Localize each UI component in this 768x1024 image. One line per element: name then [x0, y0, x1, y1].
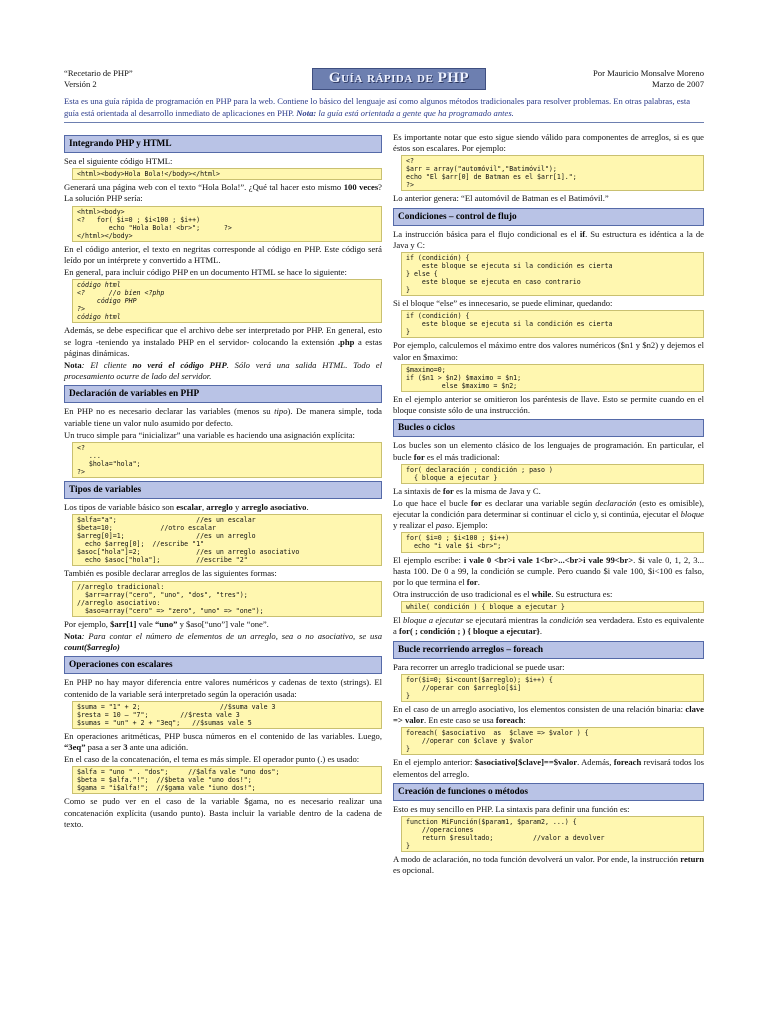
paragraph: Sea el siguiente código HTML:: [64, 156, 173, 167]
paragraph: Lo anterior genera: “El automóvil de Batman es el Batimóvil.”: [393, 193, 609, 204]
paragraph: Es importante notar que esto sigue siendo válido para componentes de arreglos, si es que éstos son escalares. Por ejemplo:: [393, 132, 704, 154]
date: Marzo de 2007: [651, 79, 704, 90]
code-block-foreach: foreach( $asociativo as $clave => $valor ) { //operar con $clave y $valor }: [401, 727, 704, 755]
code-block-html: <html><body>Hola Bola!</body></html>: [72, 168, 382, 180]
paragraph: En el caso de la concatenación, el tema es más simple. El operador punto (.) es usado:: [64, 754, 360, 765]
paragraph: A modo de aclaración, no toda función devolverá un valor. Por ende, la instrucción return es opcional.: [393, 854, 704, 876]
section-heading-foreach: Bucle recorriendo arreglos – foreach: [393, 641, 704, 659]
section-heading-declaracion: Declaración de variables en PHP: [64, 385, 382, 403]
page-header: [64, 68, 704, 90]
section-heading-integrando: Integrando PHP y HTML: [64, 135, 382, 153]
code-block-types: $alfa="a"; //es un escalar $beta=10; //otro escalar $arreg[0]=1; //es un arreglo echo $arreg[0]; //escribe "1" $asoc["hola"]=2; //es un arreglo asociativo echo $asoc["hola"]; //escribe "2": [72, 514, 382, 566]
paragraph: Los tipos de variable básico son escalar, arreglo y arreglo asociativo.: [64, 502, 309, 513]
paragraph: El ejemplo escribe: i vale 0 <br>i vale 1<br>...<br>i vale 99<br>. $i vale 0, 1, 2, 3... hasta 100. De 0 a 99, la condición se cumple. Pero cuando $i vale 100, $i<100 es falso, por lo que termina el for.: [393, 554, 704, 587]
paragraph: Por ejemplo, calculemos el máximo entre dos valores numéricos ($n1 y $n2) y dejemos el valor en $maximo:: [393, 340, 704, 362]
code-block-php-loop: <html><body> <? for( $i=0 ; $i<100 ; $i++) echo "Hola Bola! <br>"; ?> </html></body>: [72, 206, 382, 242]
code-block-batman: <? $arr = array("automóvil","Batimóvil"); echo "El $arr[0] de Batman es el $arr[1]."; ?>: [401, 155, 704, 191]
paragraph: Los bucles son un elemento clásico de los lenguajes de programación. En particular, el bucle for es el más tradicional:: [393, 440, 704, 462]
left-column: [64, 132, 382, 831]
header-left: [64, 68, 133, 90]
paragraph: Como se pudo ver en el caso de la variable $gama, no es necesario realizar una concatenación explícita (usando punto). Basta incluir la variable dentro de la cadena de texto.: [64, 796, 382, 829]
paragraph: En el código anterior, el texto en negritas corresponde al código en PHP. Este código será leído por un intérprete y convertido a HTML.: [64, 243, 382, 265]
paragraph: En general, para incluir código PHP en un documento HTML se hace lo siguiente:: [64, 267, 347, 278]
paragraph: Nota: Para contar el número de elementos de un arreglo, sea o no asociativo, se usa count($arreglo): [64, 630, 382, 653]
paragraph: También es posible declarar arreglos de las siguientes formas:: [64, 568, 277, 579]
code-block-for-example: for( $i=0 ; $i<100 ; $i++) echo "i vale $i <br>";: [401, 532, 704, 552]
section-heading-bucles: Bucles o ciclos: [393, 419, 704, 437]
paragraph: En el caso de un arreglo asociativo, los elementos consisten de una relación binaria: clave => valor. En este caso se usa foreach:: [393, 703, 704, 726]
paragraph: En PHP no es necesario declarar las variables (menos su tipo). De manera simple, toda variable tiene un valor nulo asumido por defecto.: [64, 406, 382, 428]
code-block-while: while( condición ) { bloque a ejecutar }: [401, 601, 704, 613]
paragraph: En operaciones aritméticas, PHP busca números en el contenido de las variables. Luego, “3eq” pasa a ser 3 ante una adición.: [64, 730, 382, 752]
paragraph: En PHP no hay mayor diferencia entre valores numéricos y cadenas de texto (strings). El contenido de la variable será interpretado según la operación usada:: [64, 677, 382, 699]
author: Por Mauricio Monsalve Moreno: [593, 68, 704, 78]
intro-note-label: Nota:: [296, 107, 317, 118]
section-heading-operaciones: Operaciones con escalares: [64, 656, 382, 674]
recipe-title: “Recetario de PHP”: [64, 68, 133, 78]
intro-text: Esta es una guía rápida de programación en PHP para la web. Contiene lo básico del lenguaje así como algunos métodos tradicionales para resolver problemas. En otras palabras, esta guía está orientada al desarrollo inmediato de aplicaciones en PHP.: [64, 96, 691, 118]
paragraph: La instrucción básica para el flujo condicional es el if. Su estructura es idéntica a la de Java y C:: [393, 228, 704, 250]
section-heading-condiciones: Condiciones – control de flujo: [393, 208, 704, 226]
paragraph: Un truco simple para “inicializar” una variable es haciendo una asignación explícita:: [64, 429, 355, 440]
header-right: [593, 68, 704, 90]
code-block-if-else: if (condición) { este bloque se ejecuta si la condición es cierta } else { este bloque se ejecuta en caso contrario }: [401, 252, 704, 296]
code-block-include: código html <? //o bien <?php código PHP ?> código html: [72, 279, 382, 323]
code-block-for-syntax: for( declaración ; condición ; paso ) { bloque a ejecutar }: [401, 464, 704, 484]
code-block-concat: $alfa = "uno " . "dos"; //$alfa vale "uno dos"; $beta = $alfa."!"; //$beta vale "uno dos!"; $gama = "i$alfa!"; //$gama vale "iuno dos!";: [72, 766, 382, 794]
code-block-arrays: //arreglo tradicional: $arr=array("cero", "uno", "dos", "tres"); //arreglo asociativo: $aso=array("cero" => "zero", "uno" => "one");: [72, 581, 382, 617]
code-block-maximo: $maximo=0; if ($n1 > $n2) $maximo = $n1; else $maximo = $n2;: [401, 364, 704, 392]
intro-note: la guía está orientada a gente que ha programado antes.: [318, 107, 514, 118]
paragraph: Además, se debe especificar que el archivo debe ser interpretado por PHP. En general, esto se logra -teniendo ya instalado PHP en el servidor- colocando la extensión .php a estas páginas dinámicas.: [64, 325, 383, 358]
paragraph: En el ejemplo anterior: $asociativo[$clave]==$valor. Además, foreach revisará todos los elementos del arreglo.: [393, 757, 704, 779]
code-block-if: if (condición) { este bloque se ejecuta si la condición es cierta }: [401, 310, 704, 338]
paragraph: Lo que hace el bucle for es declarar una variable según declaración (esto es omisible), ejecutar la condición para determinar si continuar el ciclo y, si continúa, ejecutar el bloque y realizar el paso. Ejemplo:: [393, 497, 704, 531]
code-block-for-array: for($i=0; $i<count($arreglo); $i++) { //operar con $arreglo[$i] }: [401, 674, 704, 702]
section-heading-tipos: Tipos de variables: [64, 481, 382, 499]
paragraph: Por ejemplo, $arr[1] vale “uno” y $aso[“uno”] vale “one”.: [64, 618, 269, 629]
paragraph: Otra instrucción de uso tradicional es el while. Su estructura es:: [393, 589, 613, 600]
section-heading-funciones: Creación de funciones o métodos: [393, 783, 704, 801]
paragraph: Nota: El cliente no verá el código PHP. Sólo verá una salida HTML. Todo el procesamiento ocurre de lado del servidor.: [64, 359, 383, 382]
paragraph: En el ejemplo anterior se omitieron los paréntesis de llave. Esto se permite cuando en el bloque consiste sólo de una instrucción.: [393, 393, 704, 416]
guide-title: Guía rápida de PHP: [312, 68, 486, 90]
paragraph: Generará una página web con el texto “Hola Bola!”. ¿Qué tal hacer esto mismo 100 veces? La solución PHP sería:: [64, 182, 382, 204]
paragraph: Para recorrer un arreglo tradicional se puede usar:: [393, 661, 565, 672]
paragraph: Esto es muy sencillo en PHP. La sintaxis para definir una función es:: [393, 803, 630, 814]
code-block-function: function MiFunción($param1, $param2, ...) { //operaciones return $resultado; //valor a devolver }: [401, 816, 704, 852]
paragraph: El bloque a ejecutar se ejecutará mientras la condición sea verdadera. Esto es equivalente a for( ; condición ; ) { bloque a ejecutar}.: [393, 615, 705, 637]
intro-paragraph: [64, 96, 704, 123]
paragraph: La sintaxis de for es la misma de Java y C.: [393, 485, 541, 496]
version: Versión 2: [64, 79, 97, 90]
right-column: [393, 132, 704, 877]
code-block-init: <? ... $hola="hola"; ?>: [72, 442, 382, 478]
code-block-arith: $suma = "1" + 2; //$suma vale 3 $resta = 10 – "7"; //$resta vale 3 $sumas = "un" + 2 + "3eq"; //$sumas vale 5: [72, 701, 382, 729]
paragraph: Si el bloque “else” es innecesario, se puede eliminar, quedando:: [393, 298, 613, 309]
